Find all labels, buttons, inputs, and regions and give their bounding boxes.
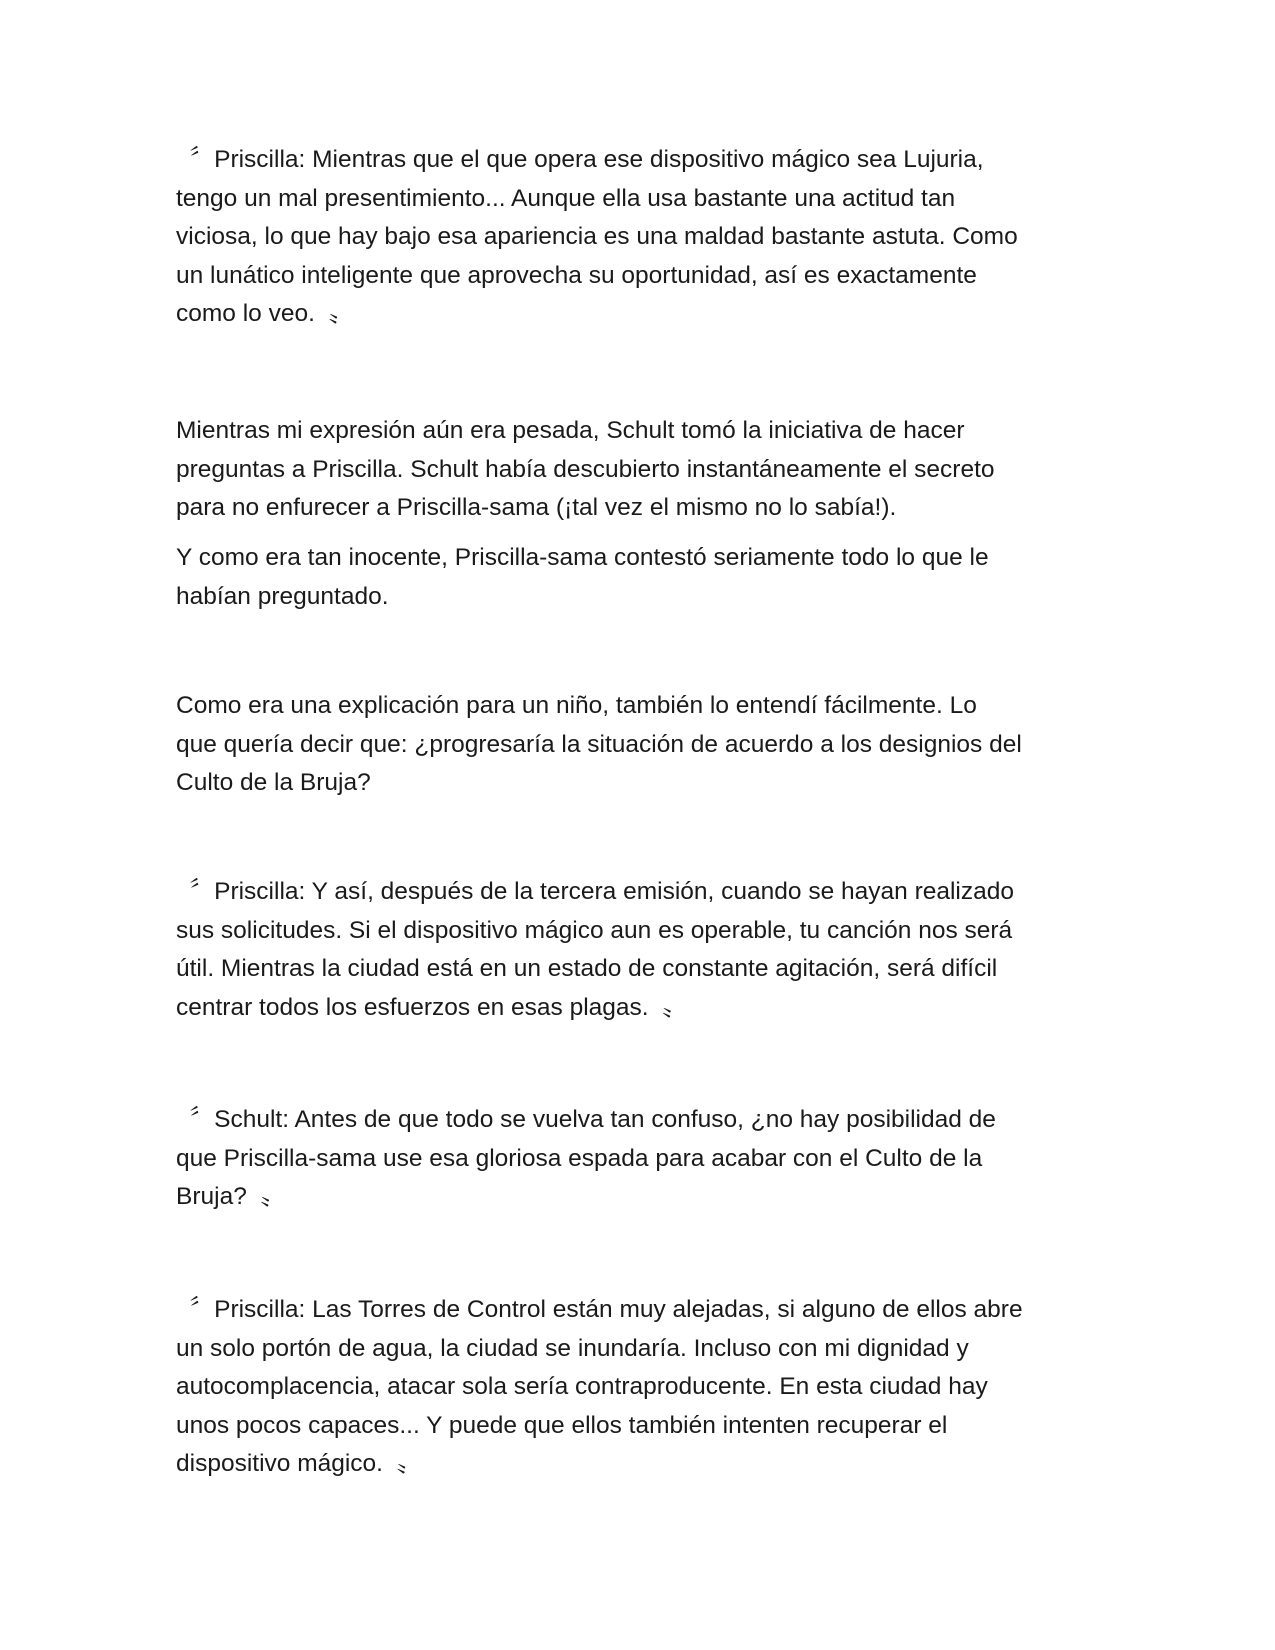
text-line: Culto de la Bruja? [176,769,371,796]
text-line: Y como era tan inocente, Priscilla-sama contestó seriamente todo lo que le [176,544,989,571]
paragraph-narration-3 [176,687,1022,803]
text-line: para no enfurecer a Priscilla-sama (¡tal vez el mismo no lo sabía!). [176,494,897,521]
text-line: tengo un mal presentimiento... Aunque ella usa bastante una actitud tan [176,184,956,212]
paragraph-priscilla-dialogue-3 [176,1291,1023,1484]
text-line: 〞Priscilla: Y así, después de la tercera emisión, cuando se hayan realizado [176,878,1015,905]
text-line: sus solicitudes. Si el dispositivo mágico aun es operable, tu canción nos será [176,916,1013,944]
text-line: preguntas a Priscilla. Schult había descubierto instantáneamente el secreto [176,455,995,483]
text-line: útil. Mientras la ciudad está en un estado de constante agitación, será difícil [176,955,998,982]
paragraph-schult-dialogue [176,1101,996,1217]
paragraph-priscilla-dialogue-2 [176,873,1014,1027]
text-line: 〞Priscilla: Mientras que el que opera ese dispositivo mágico sea Lujuria, [176,146,984,173]
text-line: unos pocos capaces... Y puede que ellos también intenten recuperar el [176,1411,948,1439]
text-line: viciosa, lo que hay bajo esa apariencia es una maldad bastante astuta. Como [176,223,1018,250]
text-line: Como era una explicación para un niño, también lo entendí fácilmente. Lo [176,692,977,719]
text-line: un solo portón de agua, la ciudad se inundaría. Incluso con mi dignidad y [176,1334,969,1362]
text-line: 〞Schult: Antes de que todo se vuelva tan confuso, ¿no hay posibilidad de [176,1106,996,1133]
text-line: Bruja? 〟 [176,1183,285,1210]
text-line: como lo veo. 〟 [176,300,354,327]
text-line: que quería decir que: ¿progresaría la situación de acuerdo a los designios del [176,730,1022,758]
paragraph-narration-2 [176,539,989,616]
text-line: habían preguntado. [176,582,389,610]
paragraph-narration-1 [176,412,995,528]
text-line: 〞Priscilla: Las Torres de Control están muy alejadas, si alguno de ellos abre [176,1296,1023,1323]
text-line: un lunático inteligente que aprovecha su oportunidad, así es exactamente [176,261,977,289]
text-line: centrar todos los esfuerzos en esas plagas. 〟 [176,993,687,1021]
text-line: dispositivo mágico. 〟 [176,1450,422,1477]
text-line: autocomplacencia, atacar sola sería contraproducente. En esta ciudad hay [176,1373,988,1400]
paragraph-priscilla-dialogue-1 [176,141,1018,334]
text-line: que Priscilla-sama use esa gloriosa espada para acabar con el Culto de la [176,1144,983,1172]
text-line: Mientras mi expresión aún era pesada, Schult tomó la iniciativa de hacer [176,417,965,444]
